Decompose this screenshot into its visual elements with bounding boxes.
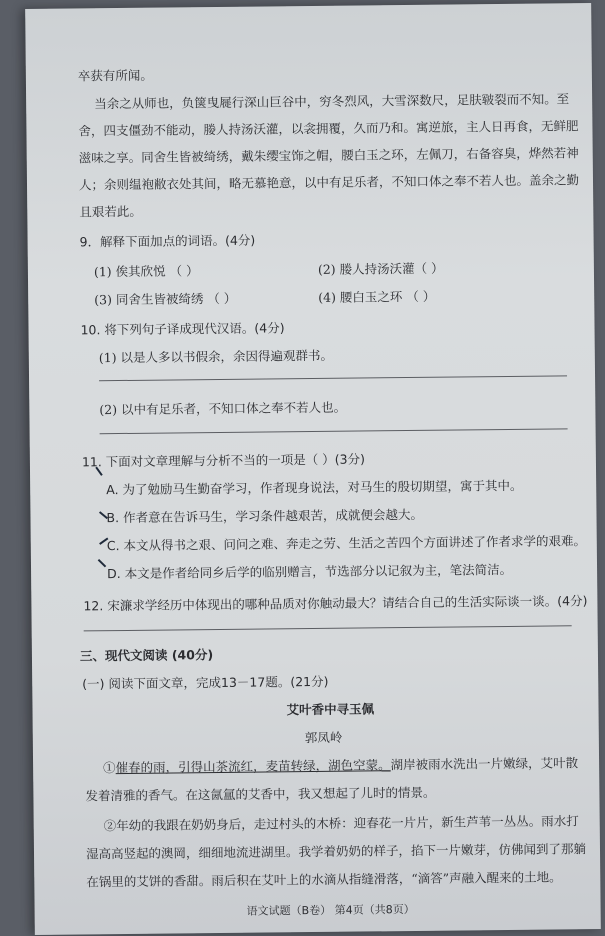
q9-item-2: (2) 媵人持汤沃灌（ ） bbox=[317, 260, 444, 277]
classical-line-2: 当余之从师也，负箧曳屣行深山巨谷中，穷冬烈风，大雪深数尺，足肤皲裂而不知。至 bbox=[94, 91, 570, 112]
pen-tick-mark bbox=[98, 559, 107, 567]
article-para-1-line-1 bbox=[103, 755, 578, 776]
article-para-2-line-2: 湿高高竖起的澳岡，细细地流进湖里。我学着奶奶的样子，掐下一片嫩芽，仿佛闻到了那躺 bbox=[85, 841, 587, 862]
section3-heading: 三、现代文阅读 (40分) bbox=[79, 647, 214, 664]
q11-option-b: B. 作者意在告诉马生，学习条件越艰苦，成就便会越大。 bbox=[106, 506, 424, 526]
q10-answer-line-2 bbox=[100, 428, 568, 434]
q10-sentence-2: (2) 以中有足乐者，不知口体之奉不若人也。 bbox=[99, 399, 347, 418]
article-para-1-line-2: 发着清雅的香气。在这氤氲的艾香中，我又想起了儿时的情景。 bbox=[85, 784, 436, 804]
article-para-2-line-1: ②年幼的我跟在奶奶身后，走过村头的木桥：迎春花一片片，新生芦苇一丛丛。雨水打 bbox=[103, 813, 579, 834]
paragraph-number-1: ① bbox=[103, 760, 116, 776]
q9-item-1: (1) 俟其欣悦 （ ） bbox=[93, 263, 199, 280]
underlined-sentence: 催春的雨，引得山茶流红，麦苗转绿，湖色空蒙。 bbox=[115, 757, 391, 776]
q9-item-3: (3) 同舍生皆被绮绣 （ ） bbox=[94, 290, 237, 308]
exam-paper bbox=[25, 3, 601, 935]
section3-subheading: (一) 阅读下面文章，完成13－17题。(21分) bbox=[82, 673, 329, 692]
q10-stem: 10. 将下列句子译成现代汉语。(4分) bbox=[80, 320, 285, 338]
classical-line-4: 滋味之享。同舍生皆被绮绣，戴朱缨宝饰之帽，腰白玉之环，左佩刀，右备容臭，烨然若神 bbox=[78, 145, 579, 166]
q11-stem: 11. 下面对文章理解与分析不当的一项是（ ）(3分) bbox=[81, 451, 366, 470]
q10-sentence-1: (1) 以是人多以书假余，余因得遍观群书。 bbox=[98, 347, 334, 366]
q11-option-a: A. 为了勉励马生勤奋学习，作者现身说法，对马生的殷切期望，寓于其中。 bbox=[106, 477, 523, 498]
q12-stem: 12. 宋濂求学经历中体现出的哪种品质对你触动最大？请结合自己的生活实际谈一谈。(4分) bbox=[83, 593, 588, 614]
q11-option-c: C. 本文从得书之艰、问问之难、奔走之劳、生活之苦四个方面讲述了作者求学的艰难。 bbox=[106, 533, 587, 554]
q12-answer-line bbox=[84, 625, 572, 631]
classical-line-3: 舍，四支僵劲不能动，媵人持汤沃灌，以衾拥覆，久而乃和。寓逆旅，主人日再食，无鲜肥 bbox=[78, 118, 579, 139]
q10-answer-line-1 bbox=[99, 375, 567, 381]
classical-line-5: 人；余则缊袍敝衣处其间，略无慕艳意，以中有足乐者，不知口体之奉不若人也。盖余之勤 bbox=[78, 172, 580, 193]
q11-option-d: D. 本文是作者给同乡后学的临别赠言，节选部分以记叙为主，笔法简洁。 bbox=[107, 561, 513, 582]
classical-line-1: 卒获有所闻。 bbox=[77, 67, 153, 84]
classical-line-6: 且艰若此。 bbox=[79, 203, 142, 220]
article-para-2-line-3: 在锅里的艾饼的香甜。雨后积在艾叶上的水滴从指缝滑落，“滴答”声融入醒来的土地。 bbox=[86, 869, 562, 890]
q9-item-4: (4) 腰白玉之环 （ ） bbox=[318, 288, 436, 305]
article-title: 艾叶香中寻玉佩 bbox=[286, 701, 375, 718]
article-author: 郭凤岭 bbox=[304, 729, 343, 746]
page-footer: 语文试题（B卷） 第4页（共8页） bbox=[246, 902, 415, 918]
para-1-rest: 湖岸被雨水洗出一片嫩绿，艾叶散 bbox=[390, 755, 579, 773]
q9-stem: 9．解释下面加点的词语。(4分) bbox=[79, 232, 256, 250]
